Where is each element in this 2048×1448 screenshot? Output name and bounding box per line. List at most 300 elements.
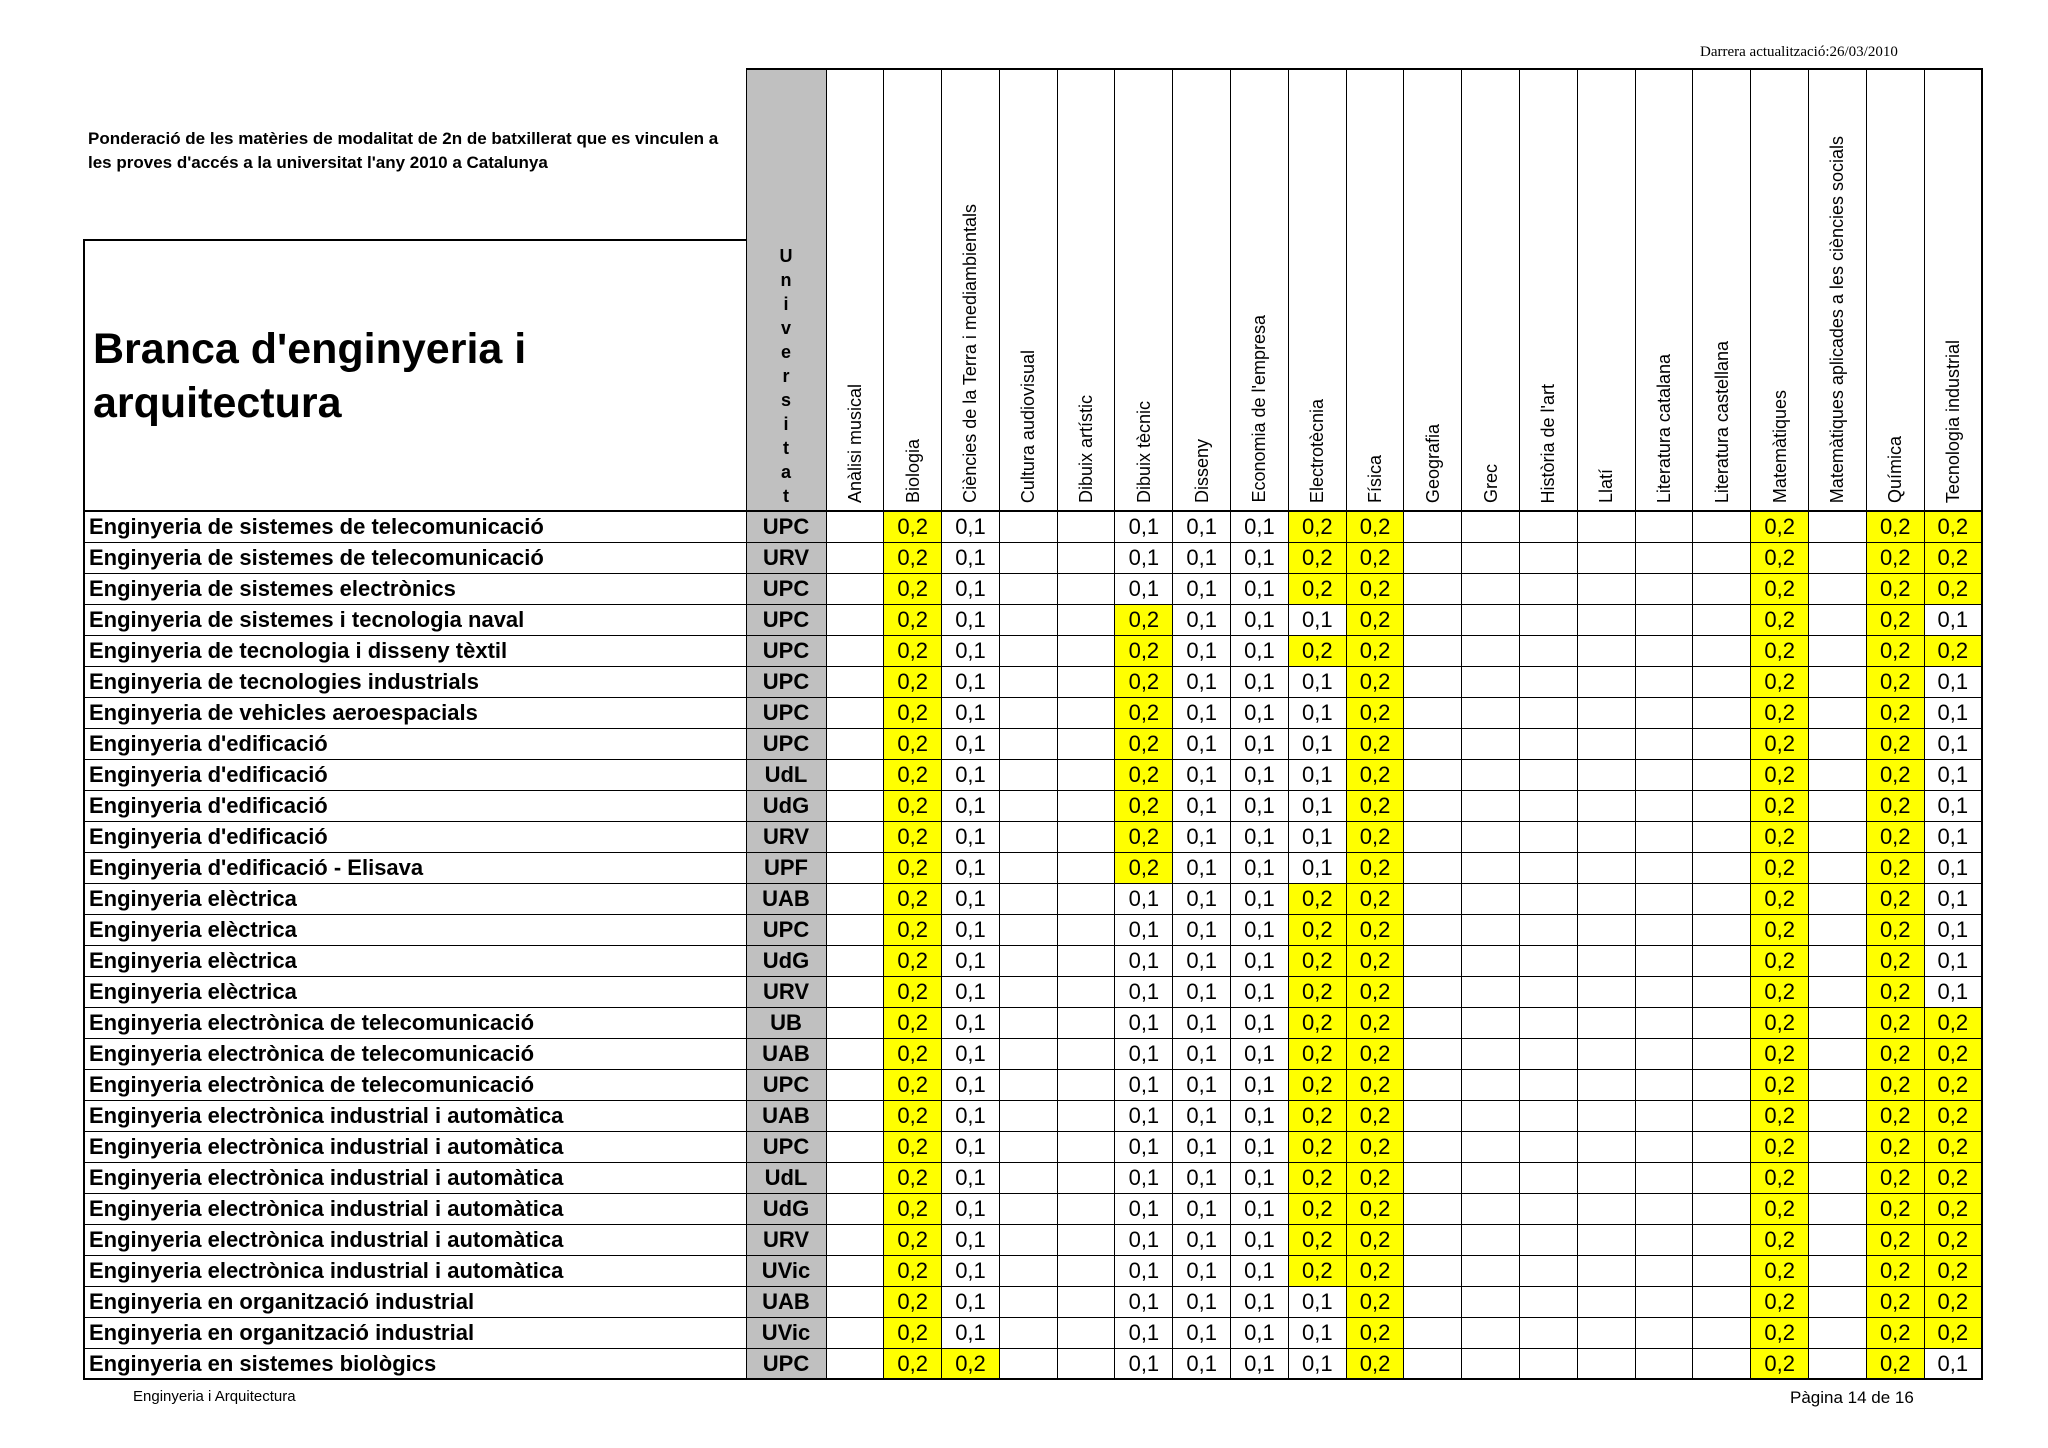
weight-cell: 0,2	[1866, 511, 1924, 542]
weight-cell: 0,1	[1173, 635, 1231, 666]
weight-cell	[1057, 883, 1115, 914]
weight-cell	[1057, 1007, 1115, 1038]
subject-header-label: Grec	[1480, 463, 1501, 503]
weight-cell: 0,2	[1751, 666, 1809, 697]
subject-header	[942, 69, 1000, 511]
weight-cell: 0,2	[1924, 1038, 1982, 1069]
weight-cell	[1809, 914, 1867, 945]
weight-cell	[1635, 1286, 1693, 1317]
weight-cell	[999, 821, 1057, 852]
weight-cell	[999, 635, 1057, 666]
weight-cell	[1809, 604, 1867, 635]
university-code: UPC	[746, 1348, 826, 1379]
weight-cell: 0,2	[884, 1286, 942, 1317]
weight-cell: 0,1	[1288, 1317, 1346, 1348]
weight-cell: 0,2	[1346, 511, 1404, 542]
weight-cell	[999, 728, 1057, 759]
weight-cell	[1635, 511, 1693, 542]
table-row	[84, 1224, 1982, 1255]
subject-header-label: Ciències de la Terra i mediambientals	[960, 204, 981, 503]
weight-cell	[1057, 1255, 1115, 1286]
weight-cell	[1520, 821, 1578, 852]
weight-cell	[1057, 976, 1115, 1007]
weight-cell: 0,1	[1288, 1348, 1346, 1379]
weight-cell: 0,2	[1751, 821, 1809, 852]
weight-cell	[1577, 883, 1635, 914]
weight-cell: 0,1	[1173, 1007, 1231, 1038]
weight-cell	[999, 914, 1057, 945]
degree-name: Enginyeria elèctrica	[84, 976, 746, 1007]
weight-cell: 0,2	[1866, 945, 1924, 976]
subject-header-label: Dibuix artístic	[1076, 394, 1097, 503]
weight-cell: 0,2	[884, 852, 942, 883]
weight-cell	[1520, 1100, 1578, 1131]
weight-cell: 0,2	[1866, 1348, 1924, 1379]
weight-cell	[1577, 852, 1635, 883]
weight-cell	[1057, 914, 1115, 945]
weight-cell: 0,2	[1115, 635, 1173, 666]
weight-cell	[999, 666, 1057, 697]
weight-cell: 0,2	[1288, 976, 1346, 1007]
weight-cell	[1462, 1193, 1520, 1224]
weight-cell	[826, 1193, 884, 1224]
weight-cell: 0,2	[1924, 511, 1982, 542]
weight-cell	[826, 1069, 884, 1100]
weight-cell: 0,2	[1115, 852, 1173, 883]
weight-cell	[1462, 697, 1520, 728]
weight-cell	[1635, 1131, 1693, 1162]
university-code: UAB	[746, 883, 826, 914]
footer-page-number: Pàgina 14 de 16	[1790, 1388, 1914, 1407]
weight-cell	[1520, 697, 1578, 728]
weight-cell: 0,1	[1173, 1069, 1231, 1100]
table-row	[84, 573, 1982, 604]
subject-header-label: Literatura castellana	[1711, 340, 1732, 503]
degree-name: Enginyeria de tecnologies industrials	[84, 666, 746, 697]
weight-cell: 0,1	[1231, 1007, 1289, 1038]
weight-cell	[1057, 1131, 1115, 1162]
weight-cell: 0,1	[942, 1162, 1000, 1193]
weight-cell: 0,1	[1115, 1100, 1173, 1131]
table-row	[84, 666, 1982, 697]
weight-cell: 0,2	[1346, 1007, 1404, 1038]
weight-cell	[1577, 1131, 1635, 1162]
weight-cell	[1693, 573, 1751, 604]
weight-cell	[826, 759, 884, 790]
weight-cell	[1462, 604, 1520, 635]
university-header-letter: i	[783, 414, 789, 434]
weight-cell: 0,1	[942, 1317, 1000, 1348]
weight-cell	[1809, 1317, 1867, 1348]
weight-cell: 0,2	[1346, 976, 1404, 1007]
university-header-letter: t	[783, 486, 789, 506]
weight-cell	[1635, 697, 1693, 728]
weighting-table	[83, 68, 1983, 1380]
weight-cell: 0,2	[884, 635, 942, 666]
subject-header-label: Electrotècnia	[1307, 398, 1328, 503]
weight-cell	[1809, 728, 1867, 759]
weight-cell: 0,1	[1115, 1131, 1173, 1162]
degree-name: Enginyeria d'edificació - Elisava	[84, 852, 746, 883]
weight-cell	[826, 1100, 884, 1131]
weight-cell: 0,2	[1346, 635, 1404, 666]
subject-header-label: Física	[1365, 454, 1386, 503]
weight-cell	[999, 945, 1057, 976]
weight-cell	[826, 852, 884, 883]
weight-cell	[1635, 1224, 1693, 1255]
degree-name: Enginyeria d'edificació	[84, 790, 746, 821]
weight-cell: 0,2	[1866, 542, 1924, 573]
weight-cell: 0,2	[884, 1069, 942, 1100]
university-code: UPF	[746, 852, 826, 883]
weight-cell: 0,1	[1115, 573, 1173, 604]
weight-cell	[1404, 1069, 1462, 1100]
university-code: UPC	[746, 511, 826, 542]
university-code: UPC	[746, 914, 826, 945]
weight-cell: 0,1	[1173, 883, 1231, 914]
weight-cell	[1693, 1069, 1751, 1100]
weight-cell	[1635, 728, 1693, 759]
weight-cell	[1635, 1162, 1693, 1193]
weight-cell: 0,1	[1231, 1255, 1289, 1286]
weight-cell	[1404, 821, 1462, 852]
weight-cell	[1809, 1348, 1867, 1379]
weight-cell	[1577, 914, 1635, 945]
weight-cell	[1693, 1348, 1751, 1379]
weight-cell	[826, 821, 884, 852]
weight-cell: 0,2	[1751, 914, 1809, 945]
weight-cell	[1635, 759, 1693, 790]
weight-cell	[1404, 759, 1462, 790]
weight-cell: 0,1	[942, 1100, 1000, 1131]
weight-cell: 0,2	[1346, 1131, 1404, 1162]
weight-cell: 0,1	[1231, 697, 1289, 728]
university-code: UB	[746, 1007, 826, 1038]
weight-cell: 0,1	[1115, 1162, 1173, 1193]
degree-name: Enginyeria en organització industrial	[84, 1286, 746, 1317]
weight-cell: 0,1	[942, 697, 1000, 728]
weight-cell	[1462, 790, 1520, 821]
weight-cell	[1520, 666, 1578, 697]
weight-cell: 0,1	[942, 604, 1000, 635]
weight-cell	[1693, 604, 1751, 635]
weight-cell: 0,2	[1751, 976, 1809, 1007]
weight-cell: 0,2	[1866, 1286, 1924, 1317]
weight-cell: 0,2	[1751, 1162, 1809, 1193]
table-row	[84, 511, 1982, 542]
weight-cell	[1693, 945, 1751, 976]
subject-header	[1635, 69, 1693, 511]
weight-cell	[1809, 1224, 1867, 1255]
weight-cell	[1809, 1286, 1867, 1317]
university-code: UPC	[746, 1069, 826, 1100]
university-header-letter: U	[779, 246, 793, 266]
weight-cell: 0,2	[1115, 821, 1173, 852]
weight-cell: 0,1	[1288, 666, 1346, 697]
weight-cell: 0,1	[1173, 1224, 1231, 1255]
weight-cell: 0,2	[1866, 1317, 1924, 1348]
weight-cell	[826, 976, 884, 1007]
university-header-letter: s	[780, 390, 791, 410]
weight-cell: 0,2	[1346, 883, 1404, 914]
weight-cell: 0,2	[1288, 883, 1346, 914]
weight-cell: 0,1	[942, 976, 1000, 1007]
weight-cell: 0,2	[1288, 573, 1346, 604]
weight-cell	[1809, 511, 1867, 542]
weight-cell	[1520, 976, 1578, 1007]
weight-cell: 0,1	[1288, 697, 1346, 728]
weight-cell: 0,2	[1288, 511, 1346, 542]
degree-name: Enginyeria d'edificació	[84, 759, 746, 790]
weight-cell	[1635, 1069, 1693, 1100]
weight-cell	[1693, 1100, 1751, 1131]
weight-cell: 0,1	[1115, 511, 1173, 542]
weight-cell	[826, 914, 884, 945]
weight-cell	[1577, 1224, 1635, 1255]
weight-cell	[1404, 604, 1462, 635]
subject-header-label: Química	[1885, 435, 1906, 503]
weight-cell: 0,2	[1866, 635, 1924, 666]
weight-cell	[1577, 759, 1635, 790]
weight-cell	[1462, 1255, 1520, 1286]
weight-cell: 0,1	[1924, 914, 1982, 945]
weight-cell	[1693, 1317, 1751, 1348]
weight-cell	[999, 1348, 1057, 1379]
weight-cell: 0,1	[1115, 1255, 1173, 1286]
weight-cell	[999, 1007, 1057, 1038]
weight-cell	[1577, 976, 1635, 1007]
weight-cell: 0,2	[1866, 1007, 1924, 1038]
weight-cell: 0,2	[1288, 1100, 1346, 1131]
weight-cell	[1809, 1193, 1867, 1224]
weight-cell	[999, 883, 1057, 914]
weight-cell: 0,2	[1346, 821, 1404, 852]
weight-cell	[1462, 1131, 1520, 1162]
degree-name: Enginyeria de vehicles aeroespacials	[84, 697, 746, 728]
weight-cell	[1577, 1069, 1635, 1100]
degree-name: Enginyeria elèctrica	[84, 945, 746, 976]
subject-header	[1520, 69, 1578, 511]
weight-cell	[1404, 976, 1462, 1007]
weight-cell	[1693, 883, 1751, 914]
weight-cell: 0,2	[884, 728, 942, 759]
weight-cell: 0,1	[1231, 573, 1289, 604]
weight-cell	[1809, 790, 1867, 821]
weight-cell	[1520, 1131, 1578, 1162]
degree-name: Enginyeria d'edificació	[84, 728, 746, 759]
weight-cell: 0,1	[942, 759, 1000, 790]
weight-cell	[1520, 604, 1578, 635]
weight-cell: 0,2	[1866, 697, 1924, 728]
weight-cell	[826, 1348, 884, 1379]
table-row	[84, 914, 1982, 945]
university-code: UAB	[746, 1286, 826, 1317]
weight-cell: 0,2	[1288, 542, 1346, 573]
weight-cell: 0,1	[1231, 883, 1289, 914]
weight-cell	[1809, 635, 1867, 666]
degree-name: Enginyeria elèctrica	[84, 914, 746, 945]
branch-title: Branca d'enginyeria i arquitectura	[84, 240, 746, 511]
weight-cell: 0,1	[942, 1069, 1000, 1100]
weight-cell	[1693, 1038, 1751, 1069]
weight-cell	[1693, 790, 1751, 821]
weight-cell	[1635, 1317, 1693, 1348]
weight-cell: 0,2	[1346, 1286, 1404, 1317]
weight-cell: 0,1	[1288, 604, 1346, 635]
weight-cell: 0,1	[1924, 945, 1982, 976]
university-header-letter: t	[783, 438, 789, 458]
weight-cell	[1520, 945, 1578, 976]
weight-cell: 0,2	[1288, 1131, 1346, 1162]
weight-cell	[826, 1224, 884, 1255]
weight-cell: 0,2	[1866, 914, 1924, 945]
weight-cell	[1635, 604, 1693, 635]
weight-cell: 0,2	[884, 821, 942, 852]
university-code: UdG	[746, 1193, 826, 1224]
weight-cell: 0,2	[1115, 604, 1173, 635]
weight-cell: 0,2	[1924, 1317, 1982, 1348]
weight-cell	[1693, 759, 1751, 790]
weight-cell: 0,2	[1751, 1131, 1809, 1162]
weight-cell	[1577, 728, 1635, 759]
weight-cell: 0,2	[1346, 1317, 1404, 1348]
weight-cell	[1520, 1348, 1578, 1379]
weight-cell	[1462, 573, 1520, 604]
university-code: URV	[746, 542, 826, 573]
weight-cell: 0,1	[942, 635, 1000, 666]
weight-cell: 0,2	[1346, 1348, 1404, 1379]
weight-cell	[1693, 821, 1751, 852]
university-code: UdL	[746, 759, 826, 790]
subject-header-label: Cultura audiovisual	[1018, 349, 1039, 503]
weight-cell: 0,1	[1231, 790, 1289, 821]
weight-cell	[1635, 1038, 1693, 1069]
weight-cell	[1809, 945, 1867, 976]
weight-cell	[1462, 945, 1520, 976]
weight-cell	[1809, 1100, 1867, 1131]
weight-cell: 0,1	[942, 821, 1000, 852]
weight-cell	[1635, 1348, 1693, 1379]
degree-name: Enginyeria en organització industrial	[84, 1317, 746, 1348]
weight-cell	[1693, 1162, 1751, 1193]
table-row	[84, 1100, 1982, 1131]
degree-name: Enginyeria de sistemes de telecomunicació	[84, 542, 746, 573]
weight-cell: 0,1	[1924, 790, 1982, 821]
weight-cell	[1404, 1007, 1462, 1038]
weight-cell: 0,2	[1866, 1162, 1924, 1193]
weight-cell	[1404, 1317, 1462, 1348]
weight-cell	[826, 697, 884, 728]
weight-cell	[826, 1038, 884, 1069]
weight-cell	[1577, 1100, 1635, 1131]
subject-header	[1115, 69, 1173, 511]
weight-cell: 0,1	[1231, 666, 1289, 697]
weight-cell	[1404, 852, 1462, 883]
weight-cell: 0,2	[1346, 542, 1404, 573]
university-header-letter: i	[783, 294, 789, 314]
university-code: URV	[746, 821, 826, 852]
weight-cell: 0,2	[1751, 1038, 1809, 1069]
weight-cell: 0,2	[884, 511, 942, 542]
university-code: UPC	[746, 635, 826, 666]
university-code: UAB	[746, 1100, 826, 1131]
weight-cell: 0,2	[1924, 1224, 1982, 1255]
weight-cell	[1809, 1038, 1867, 1069]
weight-cell: 0,2	[884, 759, 942, 790]
weight-cell	[1693, 1193, 1751, 1224]
weight-cell	[999, 1193, 1057, 1224]
weight-cell	[1809, 1131, 1867, 1162]
weight-cell	[1693, 1224, 1751, 1255]
weight-cell	[1520, 1286, 1578, 1317]
subject-header	[826, 69, 884, 511]
weight-cell: 0,2	[1288, 1224, 1346, 1255]
weight-cell	[1462, 914, 1520, 945]
weight-cell: 0,1	[1173, 914, 1231, 945]
weight-cell: 0,2	[1866, 883, 1924, 914]
weight-cell	[1635, 821, 1693, 852]
weight-cell: 0,1	[1924, 759, 1982, 790]
weight-cell	[1462, 635, 1520, 666]
weight-cell: 0,2	[1346, 728, 1404, 759]
weight-cell	[999, 852, 1057, 883]
degree-name: Enginyeria electrònica industrial i automàtica	[84, 1193, 746, 1224]
weight-cell: 0,2	[884, 542, 942, 573]
table-row	[84, 1038, 1982, 1069]
weight-cell	[826, 573, 884, 604]
weight-cell	[1577, 542, 1635, 573]
subject-header-label: Dibuix tècnic	[1133, 400, 1154, 503]
degree-name: Enginyeria de tecnologia i disseny tèxtil	[84, 635, 746, 666]
weight-cell	[1057, 635, 1115, 666]
degree-name: Enginyeria de sistemes i tecnologia naval	[84, 604, 746, 635]
weight-cell	[1057, 1286, 1115, 1317]
weight-cell: 0,1	[1288, 852, 1346, 883]
weight-cell: 0,2	[1346, 945, 1404, 976]
weight-cell: 0,2	[884, 697, 942, 728]
weight-cell	[1404, 914, 1462, 945]
table-row	[84, 790, 1982, 821]
weight-cell: 0,2	[1924, 1193, 1982, 1224]
weight-cell: 0,2	[884, 1224, 942, 1255]
weight-cell	[1635, 1255, 1693, 1286]
weight-cell	[1635, 1193, 1693, 1224]
weight-cell: 0,2	[1346, 1255, 1404, 1286]
weight-cell: 0,1	[1231, 511, 1289, 542]
weight-cell: 0,2	[1751, 883, 1809, 914]
weight-cell	[1577, 573, 1635, 604]
weight-cell	[999, 573, 1057, 604]
weight-cell: 0,2	[1346, 1038, 1404, 1069]
weight-cell: 0,2	[1866, 1038, 1924, 1069]
weight-cell: 0,2	[1751, 1348, 1809, 1379]
weight-cell	[826, 883, 884, 914]
university-code: UPC	[746, 573, 826, 604]
subject-header-label: Anàlisi musical	[844, 383, 865, 503]
weight-cell: 0,2	[1346, 697, 1404, 728]
weight-cell	[1577, 790, 1635, 821]
weight-cell: 0,1	[1173, 1255, 1231, 1286]
weight-cell: 0,2	[1346, 1162, 1404, 1193]
weight-cell: 0,2	[1288, 914, 1346, 945]
weight-cell	[1404, 1255, 1462, 1286]
weight-cell: 0,2	[1751, 728, 1809, 759]
weight-cell	[1057, 1317, 1115, 1348]
weight-cell	[1462, 1007, 1520, 1038]
weight-cell: 0,1	[1115, 1286, 1173, 1317]
subject-header	[884, 69, 942, 511]
weight-cell: 0,2	[1288, 635, 1346, 666]
